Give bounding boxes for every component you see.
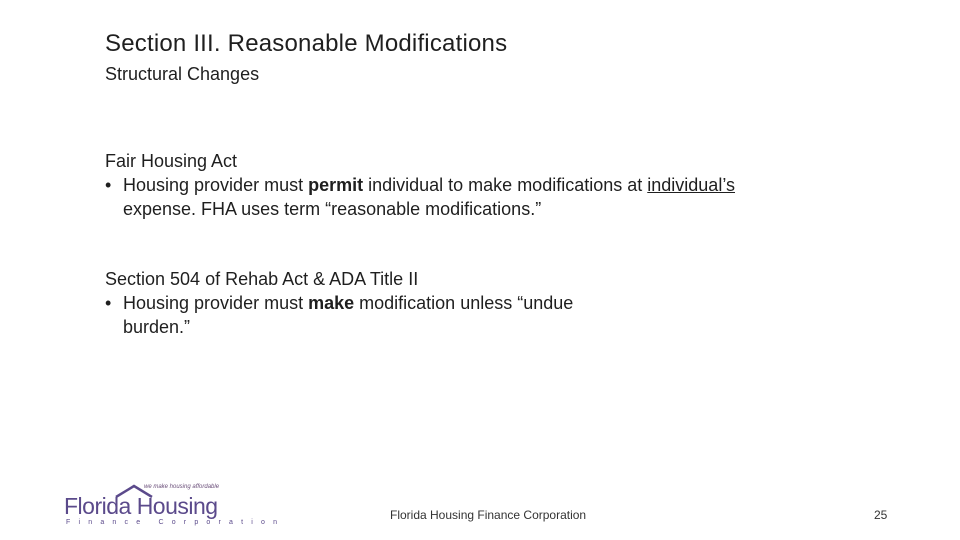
bold-emphasis: make xyxy=(308,293,355,313)
underlined-emphasis: individual’s xyxy=(647,175,735,195)
logo-tagline: we make housing affordable xyxy=(144,484,220,490)
bold-emphasis: permit xyxy=(308,175,364,195)
florida-housing-logo xyxy=(64,484,286,530)
section-504-ada xyxy=(105,267,745,339)
bullet-text-part: Housing provider must xyxy=(123,293,309,313)
bullet-text-part: expense. FHA uses term “reasonable modifications.” xyxy=(123,199,542,219)
bullet-text xyxy=(123,291,643,339)
bullet-text-part: individual to make modifications at xyxy=(363,175,648,195)
slide-subtitle: Structural Changes xyxy=(105,64,260,84)
logo-sub-text: Finance Corporation xyxy=(66,519,286,526)
logo-main-text: Florida Housing xyxy=(64,493,218,519)
section-fair-housing-act xyxy=(105,149,745,221)
bullet-text-part: modification unless “undue burden.” xyxy=(123,293,574,337)
slide-title: Section III. Reasonable Modifications xyxy=(105,30,508,57)
page-number: 25 xyxy=(874,508,888,522)
bullet-item xyxy=(105,291,745,339)
bullet-text-part: Housing provider must xyxy=(123,175,309,195)
bullet-text xyxy=(123,173,745,221)
bullet-item xyxy=(105,173,745,221)
section-heading: Section 504 of Rehab Act & ADA Title II xyxy=(105,269,419,289)
footer-organization: Florida Housing Finance Corporation xyxy=(390,508,587,522)
bullet-icon: • xyxy=(105,293,112,313)
bullet-icon: • xyxy=(105,175,112,195)
section-heading: Fair Housing Act xyxy=(105,151,238,171)
